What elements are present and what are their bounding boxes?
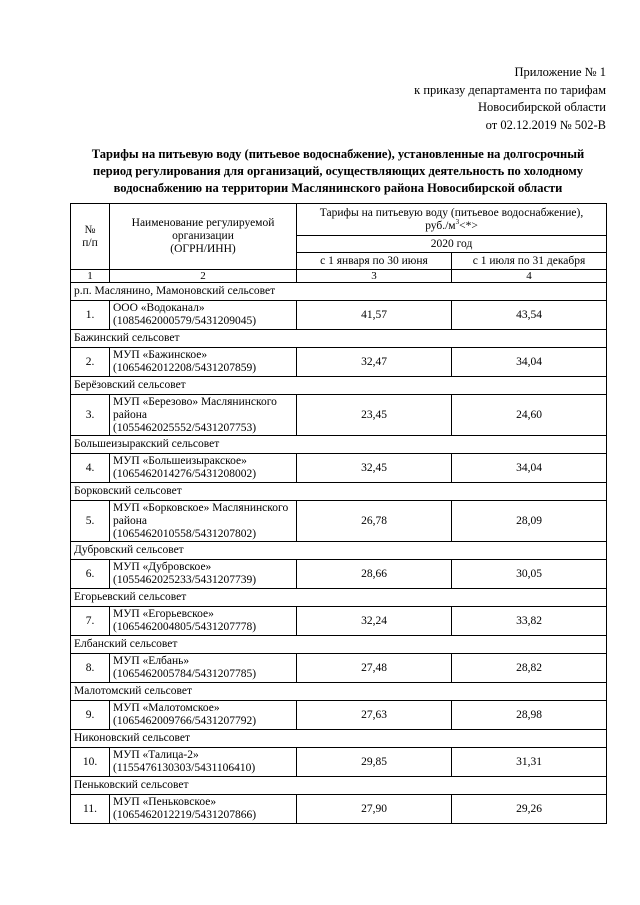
organization-name-line: МУП «Пеньковское» <box>113 796 217 808</box>
organization-name <box>110 454 297 483</box>
tariff-h2: 28,82 <box>452 654 607 683</box>
organization-name-line: МУП «Талица-2» <box>113 749 199 761</box>
organization-name-line: (1065462010558/5431207802) <box>113 527 257 540</box>
column-number: 4 <box>452 270 607 283</box>
title-line: период регулирования для организаций, осуществляющих деятельность по холодному <box>93 164 583 178</box>
table-row <box>71 301 607 330</box>
table-row <box>71 560 607 589</box>
organization-name-line: (1065462014276/5431208002) <box>113 468 257 480</box>
section-row <box>71 589 607 607</box>
organization-name <box>110 348 297 377</box>
appendix-line: Новосибирской области <box>477 100 606 114</box>
table-row <box>71 654 607 683</box>
organization-name-line: района <box>113 408 148 421</box>
organization-name <box>110 395 297 436</box>
organization-name <box>110 654 297 683</box>
row-number: 9. <box>71 701 110 730</box>
tariff-h2: 34,04 <box>452 454 607 483</box>
tariff-h2: 24,60 <box>452 395 607 436</box>
tariff-h1: 23,45 <box>297 395 452 436</box>
organization-name <box>110 301 297 330</box>
section-title: Никоновский сельсовет <box>71 730 607 748</box>
organization-name <box>110 701 297 730</box>
header-period-2: с 1 июля по 31 декабря <box>452 253 607 270</box>
header-number: № п/п <box>71 204 110 270</box>
tariff-h2: 33,82 <box>452 607 607 636</box>
section-row <box>71 436 607 454</box>
section-row <box>71 777 607 795</box>
organization-name-line: МУП «Малотомское» <box>113 702 220 714</box>
organization-name-line: МУП «Дубровское» <box>113 561 212 573</box>
section-row <box>71 730 607 748</box>
organization-name <box>110 795 297 824</box>
section-row <box>71 483 607 501</box>
organization-name <box>110 748 297 777</box>
tariff-h1: 32,24 <box>297 607 452 636</box>
tariff-h1: 28,66 <box>297 560 452 589</box>
column-number: 1 <box>71 270 110 283</box>
section-title: р.п. Маслянино, Мамоновский сельсовет <box>71 283 607 301</box>
column-number: 2 <box>110 270 297 283</box>
tariff-h2: 34,04 <box>452 348 607 377</box>
tariff-h2: 43,54 <box>452 301 607 330</box>
header-year: 2020 год <box>297 236 607 253</box>
organization-name-line: МУП «Большеизыракское» <box>113 455 247 467</box>
tariff-h1: 26,78 <box>297 501 452 542</box>
section-row <box>71 283 607 301</box>
section-title: Елбанский сельсовет <box>71 636 607 654</box>
section-title: Пеньковский сельсовет <box>71 777 607 795</box>
tariff-h2: 31,31 <box>452 748 607 777</box>
organization-name-line: МУП «Елбань» <box>113 655 190 667</box>
row-number: 8. <box>71 654 110 683</box>
table-row <box>71 795 607 824</box>
tariff-h1: 27,48 <box>297 654 452 683</box>
section-title: Берёзовский сельсовет <box>71 377 607 395</box>
tariff-h1: 32,47 <box>297 348 452 377</box>
section-row <box>71 330 607 348</box>
title-line: Тарифы на питьевую воду (питьевое водоснабжение), установленные на долгосрочный <box>91 147 585 161</box>
row-number: 3. <box>71 395 110 436</box>
table-row <box>71 454 607 483</box>
section-row <box>71 636 607 654</box>
organization-name-line: МУП «Бажинское» <box>113 349 208 361</box>
appendix-line: Приложение № 1 <box>514 65 606 79</box>
header-organization: Наименование регулируемой организации (ОГРН/ИНН) <box>110 204 297 270</box>
title-line: водоснабжению на территории Маслянинского района Новосибирской области <box>113 181 563 195</box>
organization-name-line: МУП «Березово» Маслянинского <box>113 395 277 408</box>
table-row <box>71 748 607 777</box>
row-number: 10. <box>71 748 110 777</box>
organization-name-line: МУП «Егорьевское» <box>113 608 214 620</box>
table-body <box>71 283 607 824</box>
organization-name-line: МУП «Борковское» Маслянинского <box>113 501 289 514</box>
organization-name-line: (1055462025552/5431207753) <box>113 421 257 434</box>
row-number: 2. <box>71 348 110 377</box>
organization-name-line: района <box>113 514 148 527</box>
table-row <box>71 701 607 730</box>
tariff-h1: 27,90 <box>297 795 452 824</box>
organization-name-line: (1065462009766/5431207792) <box>113 715 257 727</box>
row-number: 6. <box>71 560 110 589</box>
table-row <box>71 501 607 542</box>
organization-name-line: (1065462012219/5431207866) <box>113 809 257 821</box>
organization-name-line: (1065462012208/5431207859) <box>113 362 257 374</box>
row-number: 4. <box>71 454 110 483</box>
tariff-h1: 27,63 <box>297 701 452 730</box>
appendix-block <box>414 64 606 134</box>
document-title <box>70 146 606 197</box>
section-row <box>71 683 607 701</box>
row-number: 5. <box>71 501 110 542</box>
organization-name-line: (1065462004805/5431207778) <box>113 621 257 633</box>
organization-name <box>110 607 297 636</box>
column-number: 3 <box>297 270 452 283</box>
section-title: Малотомский сельсовет <box>71 683 607 701</box>
tariff-h1: 32,45 <box>297 454 452 483</box>
tariff-h2: 29,26 <box>452 795 607 824</box>
tariff-h2: 30,05 <box>452 560 607 589</box>
tariff-h2: 28,98 <box>452 701 607 730</box>
section-title: Егорьевский сельсовет <box>71 589 607 607</box>
table-row <box>71 607 607 636</box>
section-title: Борковский сельсовет <box>71 483 607 501</box>
section-title: Бажинский сельсовет <box>71 330 607 348</box>
organization-name-line: (1085462000579/5431209045) <box>113 315 257 327</box>
section-title: Дубровский сельсовет <box>71 542 607 560</box>
organization-name <box>110 560 297 589</box>
appendix-line: к приказу департамента по тарифам <box>414 82 606 97</box>
table-row <box>71 395 607 436</box>
section-row <box>71 542 607 560</box>
organization-name-line: (1065462005784/5431207785) <box>113 668 257 680</box>
section-title: Большеизыракский сельсовет <box>71 436 607 454</box>
row-number: 11. <box>71 795 110 824</box>
organization-name <box>110 501 297 542</box>
row-number: 1. <box>71 301 110 330</box>
organization-name-line: ООО «Водоканал» <box>113 302 205 314</box>
section-row <box>71 377 607 395</box>
table-row <box>71 348 607 377</box>
header-tariffs: Тарифы на питьевую воду (питьевое водоснабжение), $руб./м^3<*>$ <box>297 204 607 236</box>
row-number: 7. <box>71 607 110 636</box>
organization-name-line: (1055462025233/5431207739) <box>113 574 257 586</box>
tariff-h1: 29,85 <box>297 748 452 777</box>
tariff-h1: 41,57 <box>297 301 452 330</box>
tariff-h2: 28,09 <box>452 501 607 542</box>
organization-name-line: (1155476130303/5431106410) <box>113 762 256 774</box>
appendix-line: от 02.12.2019 № 502-В <box>485 117 606 132</box>
header-period-1: с 1 января по 30 июня <box>297 253 452 270</box>
tariff-table <box>70 203 607 824</box>
